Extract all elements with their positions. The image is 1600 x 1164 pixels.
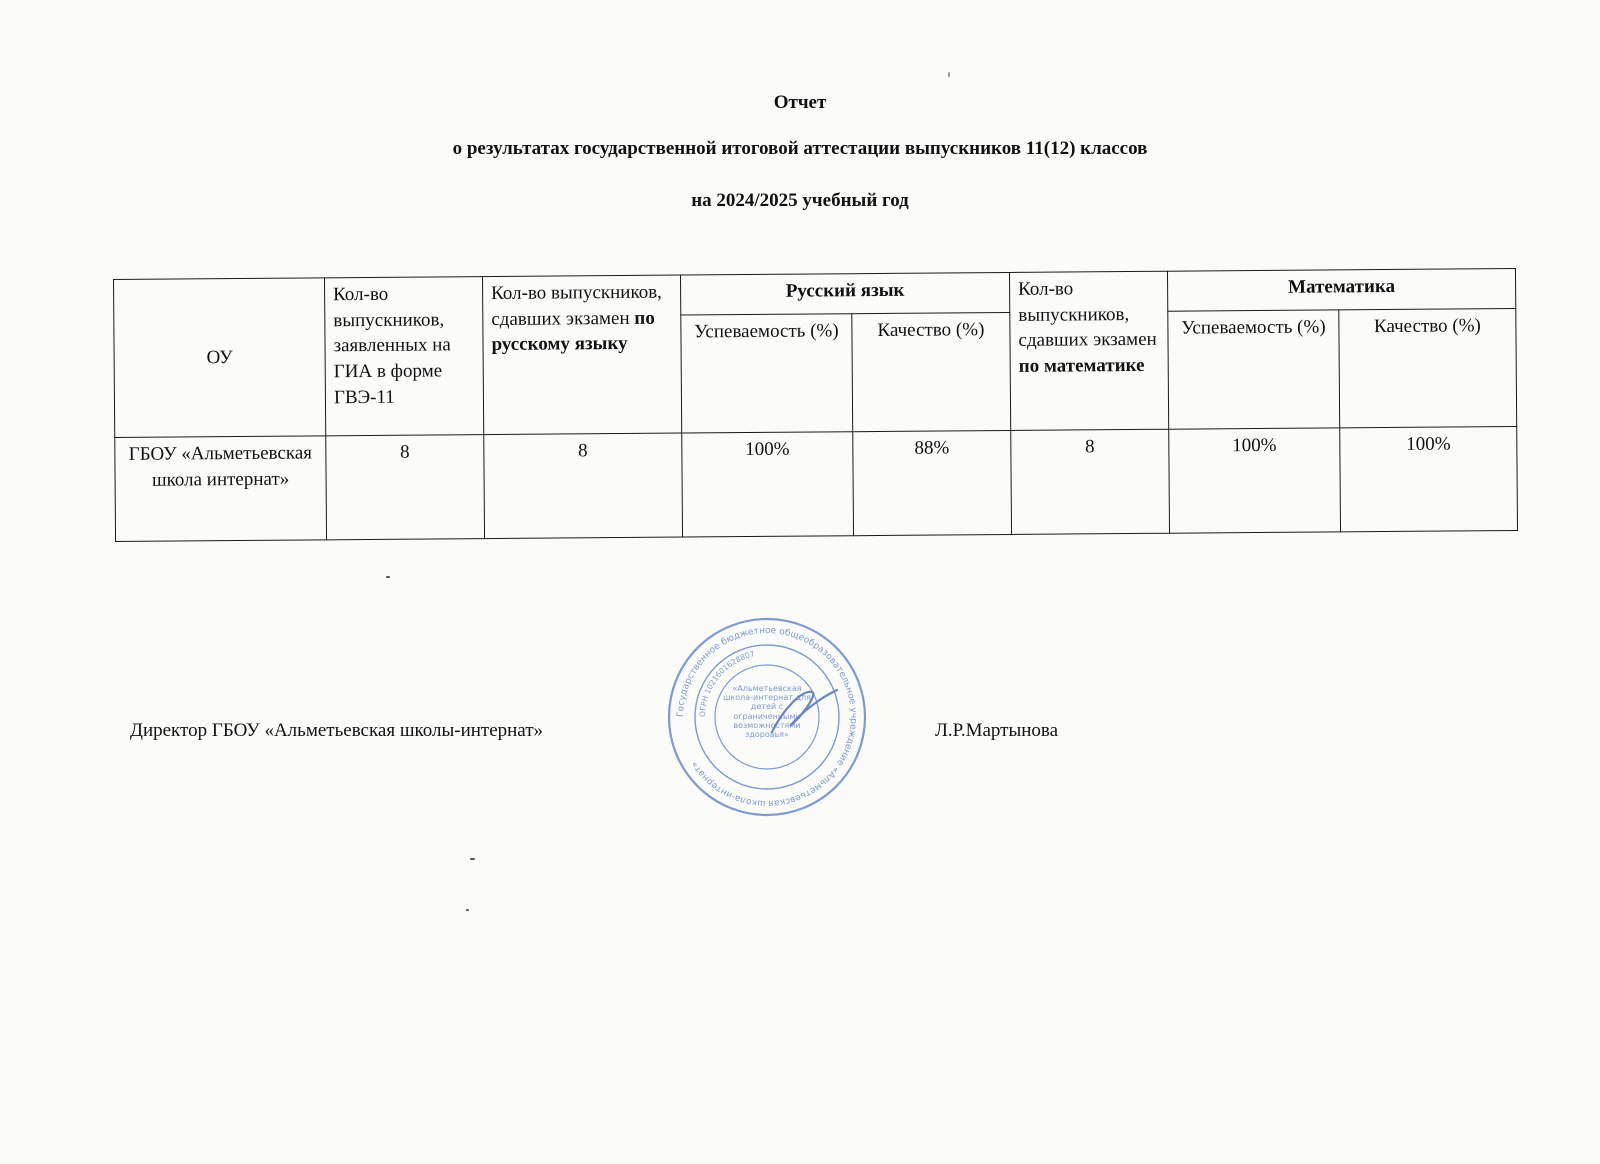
director-title: Директор ГБОУ «Альметьевская школы-интернат» — [130, 720, 544, 741]
cell-ou: ГБОУ «Альметьевская школа интернат» — [115, 436, 327, 542]
cell-russian-success: 100% — [682, 432, 854, 537]
header-passed-math — [1009, 271, 1168, 430]
table-row — [115, 426, 1518, 541]
header-passed-russian — [482, 275, 681, 435]
header-russian-success: Успеваемость (%) — [681, 314, 853, 433]
stamp-outer-textpath: Государственное бюджетное общеобразовательное учреждение «Альметьевская школа-интернат» — [675, 625, 859, 809]
stamp-ogrn-textpath: ОГРН 1021601628807 — [697, 649, 756, 718]
header-passed-russian-bold: по русскому языку — [491, 307, 655, 356]
report-year: на 2024/2025 учебный год — [691, 190, 909, 211]
header-passed-math-bold: по математике — [1018, 354, 1145, 377]
stamp-center — [720, 684, 814, 754]
header-russian: Русский язык — [680, 272, 1009, 315]
header-passed-russian-text: Кол-во выпускников, сдавших экзамен — [491, 281, 662, 330]
cell-math-success: 100% — [1169, 428, 1341, 533]
director-name: Л.Р.Мартынова — [935, 720, 1059, 741]
paper-speck — [470, 858, 475, 860]
cell-russian-quality: 88% — [853, 430, 1012, 535]
cell-passed-math: 8 — [1011, 429, 1170, 534]
official-stamp-icon — [662, 612, 872, 822]
header-declared: Кол-во выпускников, заявленных на ГИА в форме ГВЭ-11 — [324, 277, 483, 436]
cell-declared: 8 — [326, 435, 485, 540]
header-ou: ОУ — [114, 278, 326, 438]
header-russian-quality: Качество (%) — [852, 312, 1011, 431]
header-math: Математика — [1167, 268, 1515, 311]
results-table — [113, 268, 1518, 542]
report-title: Отчет — [773, 92, 827, 113]
header-passed-math-text: Кол-во выпускников, сдавших экзамен — [1018, 278, 1157, 352]
stamp-inner-text: «Альметьевская школа-интернат для детей с ограниченными возможностями здоровья» — [723, 684, 811, 739]
paper-speck — [948, 72, 950, 77]
header-math-success: Успеваемость (%) — [1168, 310, 1340, 429]
cell-passed-russian: 8 — [484, 433, 683, 539]
report-subtitle: о результатах государственной итоговой аттестации выпускников 11(12) классов — [452, 138, 1148, 159]
header-math-quality: Качество (%) — [1339, 308, 1517, 427]
cell-math-quality: 100% — [1340, 426, 1518, 531]
paper-speck — [466, 909, 469, 911]
paper-speck — [386, 576, 390, 578]
